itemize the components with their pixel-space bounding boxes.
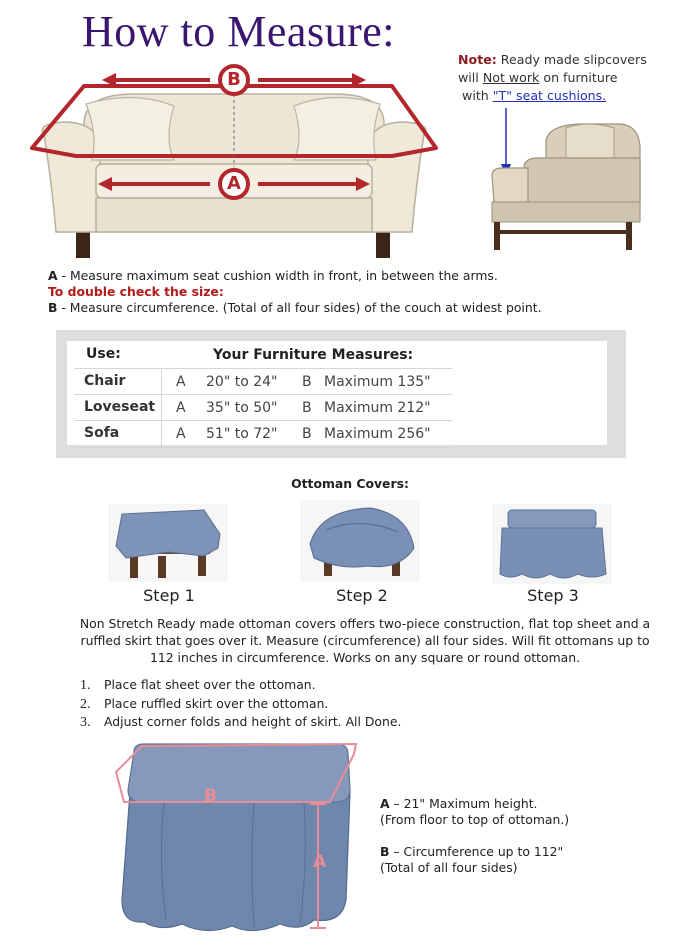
ottoman-diagram bbox=[104, 732, 374, 937]
legend-b bbox=[380, 844, 563, 876]
b-max: Maximum 212" bbox=[324, 400, 431, 416]
legend-b-text: – Circumference up to 112" bbox=[389, 844, 564, 859]
a-range: 35" to 50" bbox=[206, 400, 278, 416]
furniture-name: Chair bbox=[84, 373, 126, 389]
ottoman-steps-list bbox=[80, 676, 401, 732]
note-box bbox=[458, 51, 690, 105]
ottoman-heading: Ottoman Covers: bbox=[291, 476, 409, 491]
b-max: Maximum 256" bbox=[324, 426, 431, 442]
list-item bbox=[80, 676, 401, 695]
sofa-arm bbox=[42, 122, 100, 232]
step2-image bbox=[300, 500, 420, 582]
a-col-label: A bbox=[176, 426, 186, 442]
note-text: with bbox=[462, 88, 493, 103]
not-work-text: Not work bbox=[482, 70, 540, 85]
sofa-diagram bbox=[24, 64, 444, 264]
step1-image bbox=[108, 504, 228, 582]
b-col-label: B bbox=[302, 426, 312, 442]
note-text: will bbox=[458, 70, 483, 85]
furniture-name: Sofa bbox=[84, 425, 120, 441]
b-col-label: B bbox=[302, 374, 312, 390]
list-number: 3. bbox=[80, 715, 91, 730]
b-col-label: B bbox=[302, 400, 312, 416]
a-range: 51" to 72" bbox=[206, 426, 278, 442]
list-text: Place flat sheet over the ottoman. bbox=[104, 677, 316, 692]
list-text: Place ruffled skirt over the ottoman. bbox=[104, 695, 329, 711]
a-letter: A bbox=[48, 268, 58, 283]
measure-instructions bbox=[48, 268, 688, 316]
chair-diagram bbox=[488, 106, 658, 256]
list-number: 1. bbox=[80, 678, 91, 693]
step2-label: Step 2 bbox=[336, 586, 388, 605]
a-instruction: - Measure maximum seat cushion width in front, in between the arms. bbox=[57, 268, 498, 283]
use-header: Use: bbox=[86, 346, 121, 362]
legend-b-sub: (Total of all four sides) bbox=[380, 860, 518, 875]
step3-image bbox=[492, 504, 612, 584]
page-title: How to Measure: bbox=[82, 7, 395, 56]
table-row bbox=[74, 394, 452, 421]
a-col-label: A bbox=[176, 374, 186, 390]
furniture-name: Loveseat bbox=[84, 399, 156, 415]
sofa-pillow bbox=[294, 97, 380, 160]
b-max: Maximum 135" bbox=[324, 374, 431, 390]
t-cushion bbox=[492, 168, 528, 202]
a-range: 20" to 24" bbox=[206, 374, 278, 390]
list-text: Adjust corner folds and height of skirt. All Done. bbox=[104, 714, 402, 729]
list-number: 2. bbox=[80, 696, 91, 712]
note-lead: Note: bbox=[458, 52, 497, 67]
legend-a-letter: A bbox=[380, 796, 390, 811]
legend-a-sub: (From floor to top of ottoman.) bbox=[380, 812, 570, 827]
sofa-pillow bbox=[86, 97, 174, 160]
t-seat-cushions-link[interactable]: "T" seat cushions. bbox=[492, 88, 607, 103]
list-item bbox=[80, 713, 401, 732]
a-col-label: A bbox=[176, 400, 186, 416]
ottoman-top bbox=[128, 744, 350, 802]
legend-b-letter: B bbox=[380, 844, 390, 859]
ottoman-b-label: B bbox=[204, 786, 217, 806]
step1-label: Step 1 bbox=[143, 586, 195, 605]
list-item bbox=[80, 695, 401, 714]
legend-a-text: – 21" Maximum height. bbox=[389, 796, 538, 811]
ottoman-a-label: A bbox=[313, 852, 327, 872]
note-text: on furniture bbox=[539, 70, 618, 85]
note-text: Ready made slipcovers bbox=[496, 52, 647, 67]
table-row bbox=[74, 368, 452, 395]
ottoman-description: Non Stretch Ready made ottoman covers offers two-piece construction, flat top sheet and a ruffled skirt that goes over it. Measure (circumference) all four sides. Will fit ottomans up to 112 inches in circumference. Works on any square or round ottoman. bbox=[79, 616, 651, 665]
b-instruction: - Measure circumference. (Total of all four sides) of the couch at widest point. bbox=[57, 300, 542, 315]
step3-label: Step 3 bbox=[527, 586, 579, 605]
b-label: B bbox=[227, 69, 241, 90]
double-check-heading: To double check the size: bbox=[48, 284, 224, 299]
measures-header: Your Furniture Measures: bbox=[213, 347, 414, 363]
sofa-arm bbox=[368, 122, 426, 232]
table-row bbox=[74, 420, 452, 448]
b-letter: B bbox=[48, 300, 58, 315]
a-label: A bbox=[227, 173, 241, 194]
legend-a bbox=[380, 796, 569, 828]
